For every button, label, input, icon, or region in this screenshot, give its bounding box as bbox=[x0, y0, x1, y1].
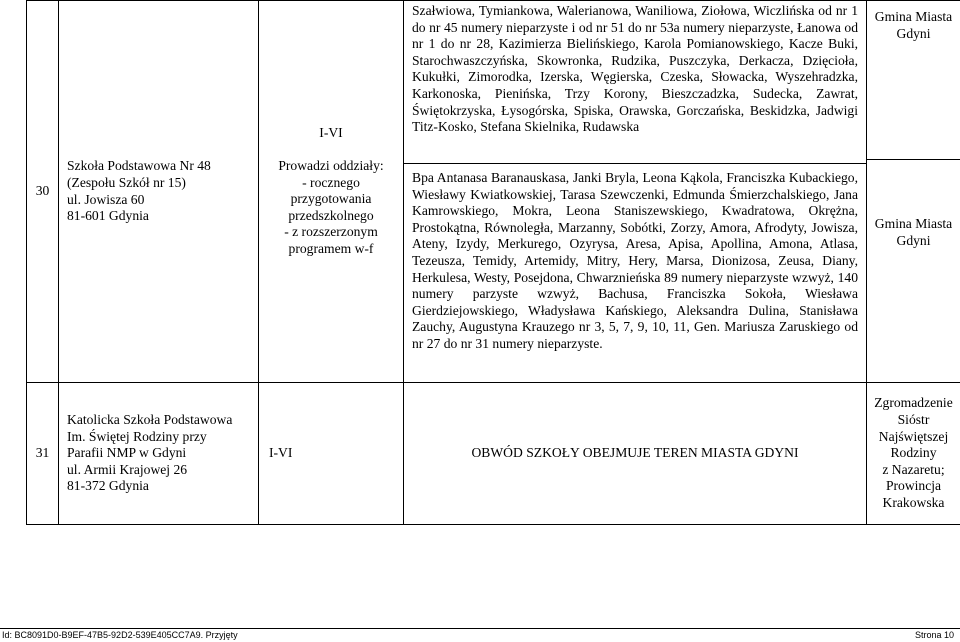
owner-line: Zgromadzenie bbox=[874, 395, 953, 411]
owner-line: Najświętszej bbox=[878, 428, 949, 444]
school-line: Szkoła Podstawowa Nr 48 bbox=[67, 158, 211, 174]
grades-note-line: przygotowania bbox=[290, 191, 372, 207]
owner-line: Krakowska bbox=[882, 494, 945, 510]
owner-line: Gmina Miasta bbox=[874, 216, 953, 231]
school-line: ul. Armii Krajowej 26 bbox=[67, 461, 188, 477]
table-row bbox=[27, 1, 960, 383]
school-line: 81-601 Gdynia bbox=[67, 208, 149, 224]
owner-line: Gdyni bbox=[896, 232, 931, 248]
table-row bbox=[27, 383, 960, 525]
schools-table bbox=[26, 0, 960, 525]
grades-note-line: programem w-f bbox=[288, 240, 374, 256]
owner-line: z Nazaretu; bbox=[882, 461, 945, 477]
school-line: ul. Jowisza 60 bbox=[67, 191, 145, 207]
school-line: Im. Świętej Rodziny przy bbox=[67, 428, 207, 444]
streets-list: Szałwiowa, Tymiankowa, Walerianowa, Waniliowa, Ziołowa, Wiczlińska od nr 1 do nr 45 numery nieparzyste i od nr 51 do nr 53a numery nieparzyste, Łanowa od nr 1 do nr 28, Kazimierza Bielińskiego, Karola Pomianowskiego, Kacze Buki, Starochwaszczyńska, Skowronka, Rudzika, Puszczyka, Derkacza, Dzięcioła, Kukułki, Zimorodka, Izerska, Węgierska, Czeska, Słowacka, Wyszehradzka, Karkonoska, Pienińska, Trzy Korony, Bieszczadzka, Sudecka, Zawrat, Świętokrzyska, Łysogórska, Spiska, Orawska, Gorczańska, Beskidzka, Jadwigi Titz-Kosko, Stefana Skielnika, Rudawska bbox=[412, 3, 858, 135]
owner-cell bbox=[867, 383, 960, 525]
owner-line: Rodziny bbox=[890, 445, 937, 461]
document-id: Id: BC8091D0-B9EF-47B5-92D2-539E405CC7A9. Przyjęty bbox=[2, 630, 238, 640]
grades-note-line: - rocznego bbox=[302, 174, 360, 190]
grades-cell bbox=[259, 1, 404, 383]
school-line: Parafii NMP w Gdyni bbox=[67, 445, 187, 461]
owner-line: Prowincja bbox=[885, 478, 942, 494]
owner-name bbox=[871, 1, 956, 159]
school-line: (Zespołu Szkół nr 15) bbox=[67, 174, 186, 190]
streets-list: OBWÓD SZKOŁY OBEJMUJE TEREN MIASTA GDYNI bbox=[404, 383, 867, 525]
school-address bbox=[59, 383, 259, 525]
streets-cell bbox=[404, 1, 867, 383]
grades-range: I-VI bbox=[319, 125, 343, 141]
grades-range: I-VI bbox=[259, 383, 404, 525]
school-address bbox=[59, 1, 259, 383]
owner-line: Sióstr bbox=[897, 412, 930, 428]
grades-note-line: przedszkolnego bbox=[288, 207, 374, 223]
owner-line: Gmina Miasta bbox=[874, 9, 953, 24]
school-line: 81-372 Gdynia bbox=[67, 478, 149, 494]
owner-name bbox=[867, 159, 960, 329]
row-number: 31 bbox=[27, 383, 59, 525]
page-number: Strona 10 bbox=[914, 630, 954, 640]
owner-line: Gdyni bbox=[896, 25, 931, 41]
grades-note-line: - z rozszerzonym bbox=[284, 224, 378, 240]
school-line: Katolicka Szkoła Podstawowa bbox=[67, 412, 233, 428]
grades-note-line: Prowadzi oddziały: bbox=[278, 158, 384, 174]
streets-list: Bpa Antanasa Baranauskasa, Janki Bryla, Leona Kąkola, Franciszka Kubackiego, Wiesławy Kwiatkowskiej, Tarasa Szewczenki, Edmunda Śmierzchalskiego, Jana Kamrowskiego, Mokra, Leona Staniszewskiego, Kwadratowa, Okrężna, Prostokątna, Równoległa, Marzanny, Sobótki, Zorzy, Amora, Afrodyty, Jowisza, Ateny, Izydy, Merkurego, Ozyrysa, Aresa, Apisa, Apollina, Amona, Atlasa, Tezeusza, Temidy, Artemidy, Mitry, Hery, Marsa, Dionizosa, Zeusa, Diany, Herkulesa, Westy, Posejdona, Chwarznieńska 89 numery nieparzyste wzwyż, 140 numery parzyste wzwyż, Bachusa, Franciszka Sokoła, Wiesława Gierdziejowskiego, Władysława Kańskiego, Aleksandra Dulina, Stanisława Zauchy, Augustyna Krauzego nr 3, 5, 7, 9, 10, 11, Gen. Mariusza Zaruskiego od nr 27 do nr 31 numery nieparzyste. bbox=[404, 163, 866, 355]
owner-cell bbox=[867, 1, 960, 383]
row-number: 30 bbox=[27, 1, 59, 383]
